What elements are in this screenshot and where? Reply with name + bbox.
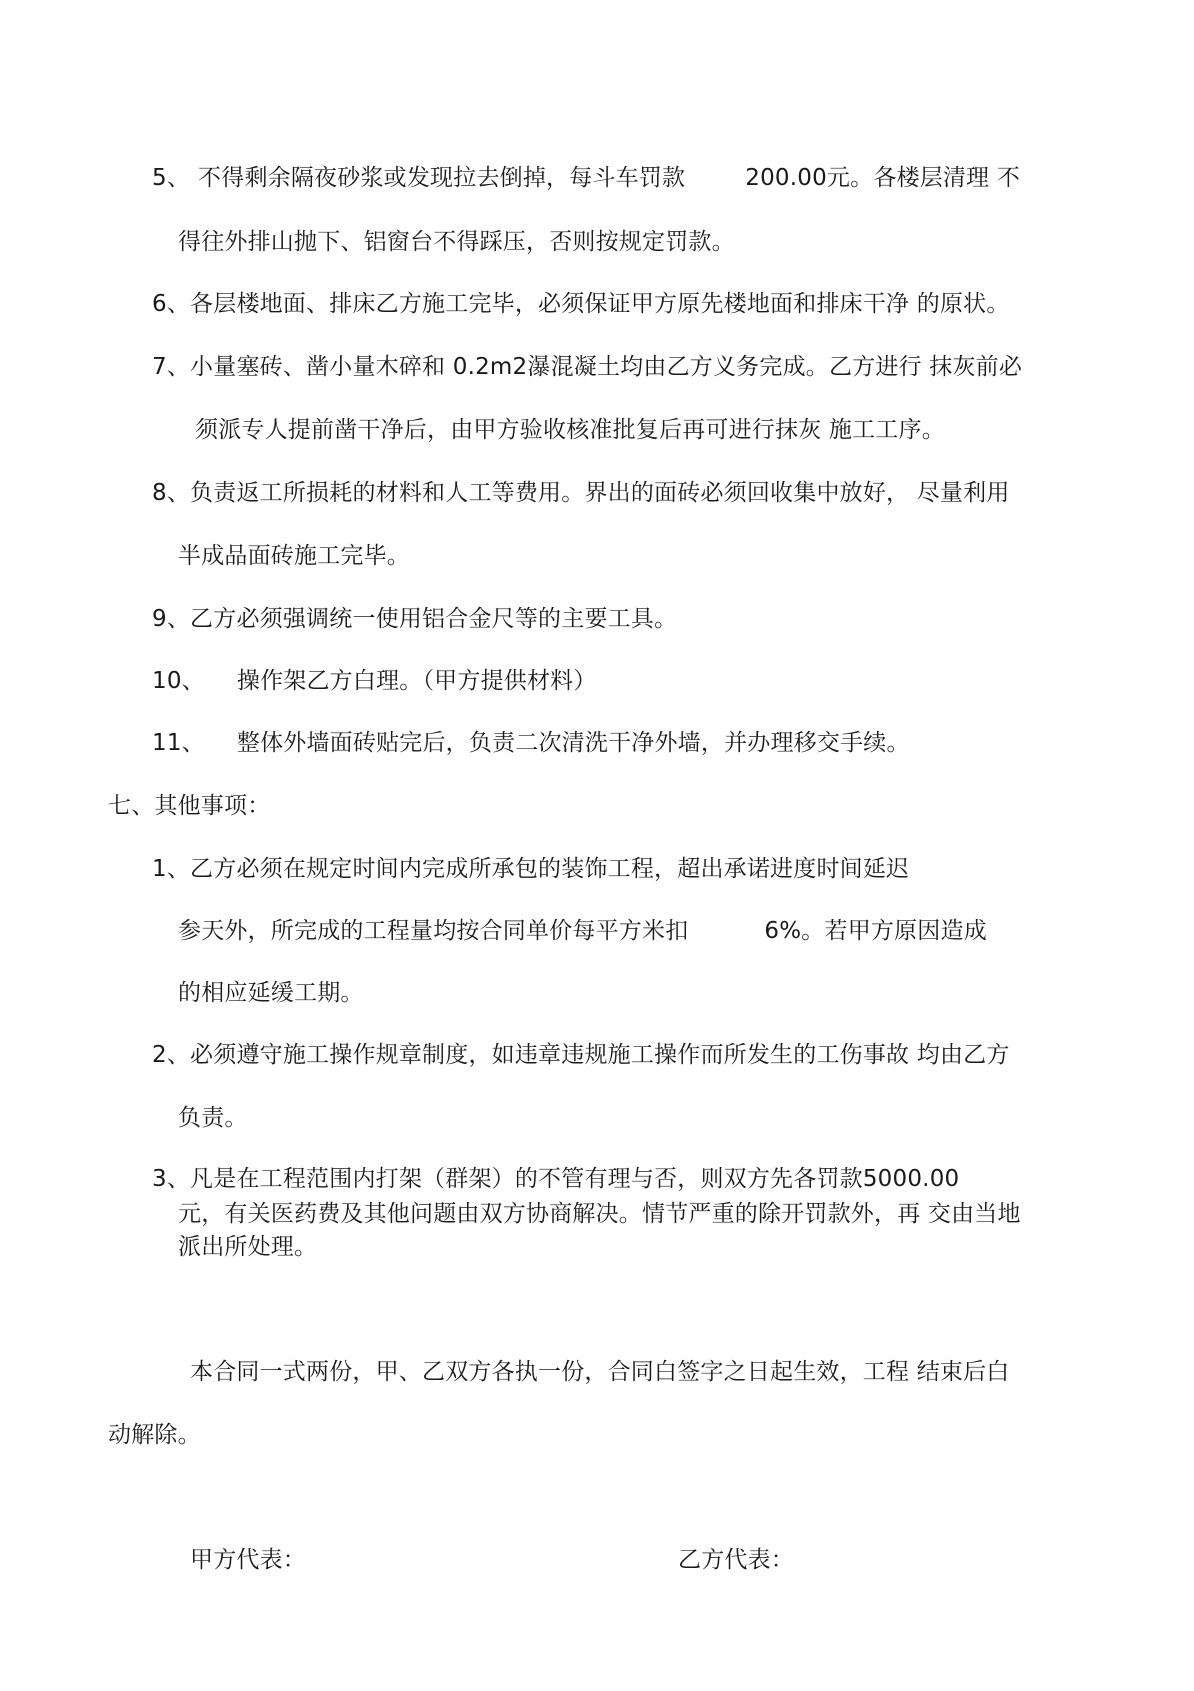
- item-10-text: 操作架乙方白理。（甲方提供材料）: [236, 668, 597, 694]
- item-5-line-2: 得往外排山抛下、铝窗台不得踩压，否则按规定罚款。: [178, 229, 735, 255]
- s7-item-2-line-2: 负责。: [178, 1105, 248, 1131]
- s7-item-1-line-1: [152, 853, 909, 885]
- item-10-line-1: [152, 665, 597, 697]
- s7-item-1-number: 1、: [152, 856, 191, 882]
- s7-item-2-number: 2、: [152, 1042, 191, 1068]
- party-b-signature-label: 乙方代表：: [678, 1547, 794, 1573]
- item-7-line-1: [152, 351, 1022, 383]
- s7-item-1-line-3: 的相应延缓工期。: [178, 980, 364, 1006]
- item-8-line-2: 半成品面砖施工完毕。: [178, 543, 410, 569]
- item-9-number: 9、: [152, 606, 191, 632]
- s7-item-1-line-2: [178, 915, 987, 947]
- s7-item-3-line-3: 派出所处理。: [178, 1234, 318, 1260]
- s7-item-1-text-2a: 参天外，所完成的工程量均按合同单价每平方米扣: [178, 918, 689, 944]
- item-10-number: 10、: [152, 668, 205, 694]
- party-a-signature-label: 甲方代表：: [190, 1547, 306, 1573]
- s7-item-3-text-1: 凡是在工程范围内打架（群架）的不管有理与否，则双方先各罚款5000.00: [190, 1166, 960, 1192]
- closing-line-2: 动解除。: [108, 1422, 201, 1448]
- item-8-number: 8、: [152, 480, 191, 506]
- s7-item-3-line-1: [152, 1163, 959, 1195]
- item-7-text-1: 小量塞砖、凿小量木碎和 0.2m2瀑混凝土均由乙方义务完成。乙方进行 抹灰前必: [190, 354, 1023, 380]
- item-8-line-1: [152, 477, 1010, 509]
- item-6-text: 各层楼地面、排床乙方施工完毕，必须保证甲方原先楼地面和排床干净 的原状。: [190, 291, 1010, 317]
- s7-item-2-text-1: 必须遵守施工操作规章制度，如违章违规施工操作而所发生的工伤事故 均由乙方: [190, 1042, 1010, 1068]
- item-9-line-1: [152, 603, 677, 635]
- item-8-text-1: 负责返工所损耗的材料和人工等费用。界出的面砖必须回收集中放好， 尽量利用: [190, 480, 1010, 506]
- closing-line-1: 本合同一式两份，甲、乙双方各执一份，合同白签字之日起生效，工程 结束后白: [190, 1359, 1010, 1385]
- item-5-number: 5、: [152, 165, 191, 191]
- item-5-text-b: 200.00元。各楼层清理 不: [745, 165, 1021, 191]
- item-5-text-a: 不得剩余隔夜砂浆或发现拉去倒掉，每斗车罚款: [198, 165, 686, 191]
- s7-item-3-line-2: 元，有关医药费及其他问题由双方协商解决。情节严重的除开罚款外，再 交由当地: [178, 1201, 1021, 1227]
- item-5-line-1: [152, 162, 1020, 194]
- section-7-heading: 七、其他事项：: [108, 793, 271, 819]
- item-7-line-2: 须派专人提前凿干净后，由甲方验收核准批复后再可进行抹灰 施工工序。: [195, 417, 945, 443]
- item-9-text: 乙方必须强调统一使用铝合金尺等的主要工具。: [190, 606, 678, 632]
- item-7-number: 7、: [152, 354, 191, 380]
- item-11-number: 11、: [152, 730, 205, 756]
- item-6-line-1: [152, 288, 1010, 320]
- item-11-line-1: [152, 727, 910, 759]
- item-11-text: 整体外墙面砖贴完后，负责二次清洗干净外墙，并办理移交手续。: [236, 730, 910, 756]
- item-6-number: 6、: [152, 291, 191, 317]
- s7-item-1-text-2b: 6%。若甲方原因造成: [764, 918, 987, 944]
- s7-item-2-line-1: [152, 1039, 1010, 1071]
- s7-item-1-text-1: 乙方必须在规定时间内完成所承包的装饰工程，超出承诺进度时间延迟: [190, 856, 910, 882]
- s7-item-3-number: 3、: [152, 1166, 191, 1192]
